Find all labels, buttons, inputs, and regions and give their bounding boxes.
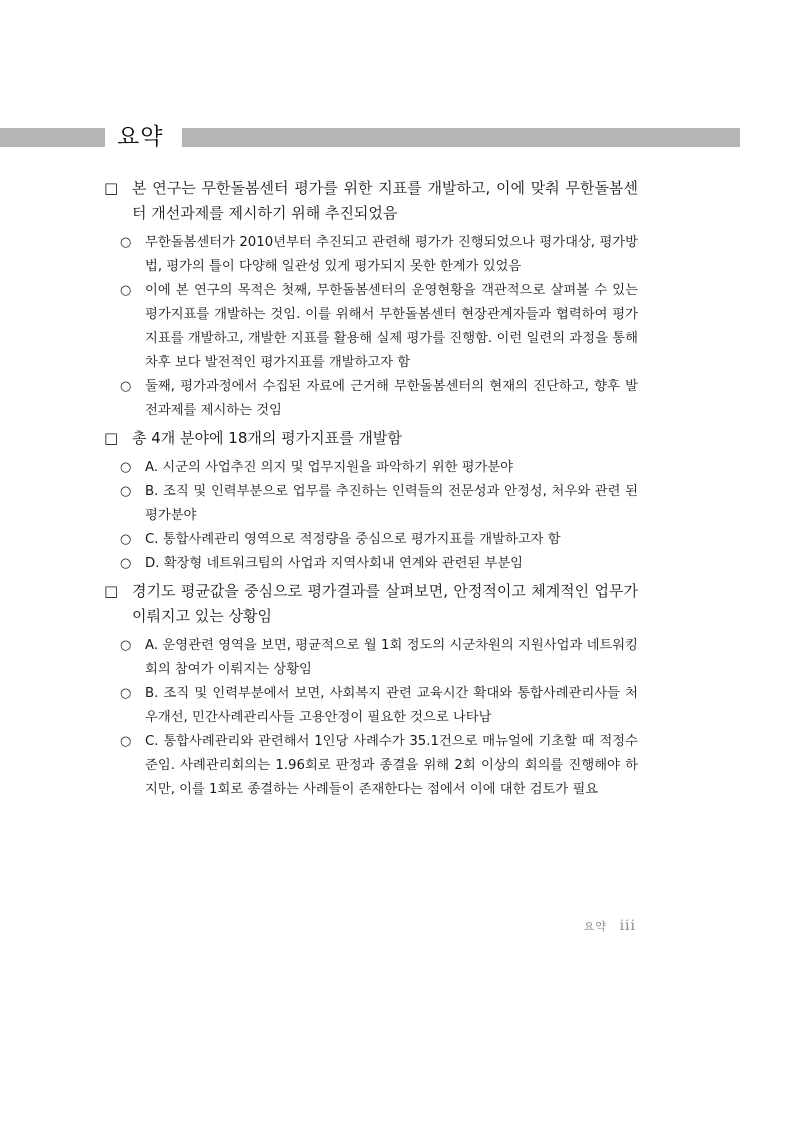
section-1-items (104, 231, 638, 423)
list-item (104, 730, 638, 802)
item-text: C. 통합사례관리 영역으로 적정량을 중심으로 평가지표를 개발하고자 함 (145, 532, 561, 547)
circle-marker-icon: ○ (120, 283, 132, 298)
circle-marker-icon: ○ (120, 638, 132, 653)
item-text: B. 조직 및 인력부분에서 보면, 사회복지 관련 교육시간 확대와 통합사례관리사들 처우개선, 민간사례관리사들 고용안정이 필요한 것으로 나타남 (145, 686, 638, 725)
circle-marker-icon: ○ (120, 235, 132, 250)
checkbox-marker-icon: □ (104, 429, 119, 447)
header-bar-left (0, 128, 105, 147)
section-3-items (104, 634, 638, 802)
circle-marker-icon: ○ (120, 734, 132, 749)
circle-marker-icon: ○ (120, 532, 132, 547)
section-1 (104, 176, 638, 226)
section-2 (104, 426, 638, 451)
circle-marker-icon: ○ (120, 686, 132, 701)
section-text: 총 4개 분야에 18개의 평가지표를 개발함 (132, 429, 402, 447)
page-footer (584, 918, 636, 934)
circle-marker-icon: ○ (120, 379, 132, 394)
checkbox-marker-icon: □ (104, 179, 119, 197)
circle-marker-icon: ○ (120, 460, 132, 475)
item-text: 이에 본 연구의 목적은 첫째, 무한돌봄센터의 운영현황을 객관적으로 살펴볼 수 있는 평가지표를 개발하는 것임. 이를 위해서 무한돌봄센터 현장관계자들과 협력하여 평가지표를 개발하고, 개발한 지표를 활용해 실제 평가를 진행함. 이런 일련의 과정을 통해 차후 보다 발전적인 평가지표를 개발하고자 함 (145, 283, 638, 370)
section-2-items (104, 456, 638, 576)
page-number: iii (619, 918, 636, 934)
checkbox-marker-icon: □ (104, 582, 119, 600)
item-text: A. 시군의 사업추진 의지 및 업무지원을 파악하기 위한 평가분야 (145, 460, 514, 475)
footer-label: 요약 (583, 920, 608, 933)
header-bar-right (182, 128, 740, 147)
section-3 (104, 579, 638, 629)
summary-content (104, 176, 638, 805)
item-text: 둘째, 평가과정에서 수집된 자료에 근거해 무한돌봄센터의 현재의 진단하고, 향후 발전과제를 제시하는 것임 (145, 379, 638, 418)
list-item (104, 456, 638, 480)
list-item (104, 480, 638, 528)
list-item (104, 375, 638, 423)
section-text: 본 연구는 무한돌봄센터 평가를 위한 지표를 개발하고, 이에 맞춰 무한돌봄센터 개선과제를 제시하기 위해 추진되었음 (132, 179, 638, 222)
list-item (104, 682, 638, 730)
section-text: 경기도 평균값을 중심으로 평가결과를 살펴보면, 안정적이고 체계적인 업무가 이뤄지고 있는 상황임 (132, 582, 638, 625)
item-text: B. 조직 및 인력부분으로 업무를 추진하는 인력들의 전문성과 안정성, 처우와 관련 된 평가분야 (145, 484, 638, 523)
item-text: 무한돌봄센터가 2010년부터 추진되고 관련해 평가가 진행되었으나 평가대상, 평가방법, 평가의 틀이 다양해 일관성 있게 평가되지 못한 한계가 있었음 (145, 235, 638, 274)
list-item (104, 279, 638, 375)
circle-marker-icon: ○ (120, 556, 132, 571)
page-title: 요약 (117, 124, 164, 150)
item-text: C. 통합사례관리와 관련해서 1인당 사례수가 35.1건으로 매뉴얼에 기초할 때 적정수준임. 사례관리회의는 1.96회로 판정과 종결을 위해 2회 이상의 회의를 진행해야 하지만, 이를 1회로 종결하는 사례들이 존재한다는 점에서 이에 대한 검토가 필요 (145, 734, 638, 797)
list-item (104, 231, 638, 279)
circle-marker-icon: ○ (120, 484, 132, 499)
item-text: D. 확장형 네트워크팀의 사업과 지역사회내 연계와 관련된 부분임 (145, 556, 524, 571)
list-item (104, 528, 638, 552)
list-item (104, 552, 638, 576)
list-item (104, 634, 638, 682)
item-text: A. 운영관련 영역을 보면, 평균적으로 월 1회 정도의 시군차원의 지원사업과 네트워킹 회의 참여가 이뤄지는 상황임 (145, 638, 638, 677)
